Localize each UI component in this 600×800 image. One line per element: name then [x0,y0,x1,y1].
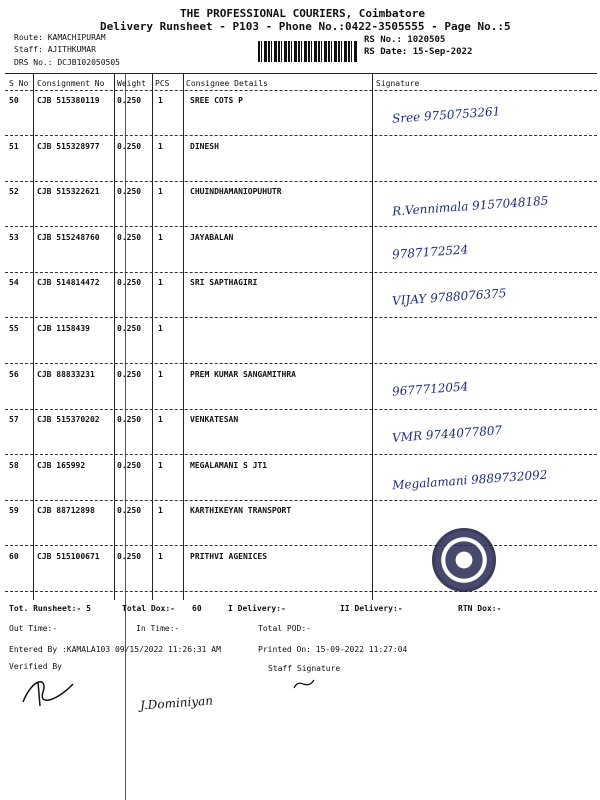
row-consignment-no: CJB 515248760 [37,233,100,242]
row-sno: 51 [9,142,19,151]
col-header-consignment: Consignment No [37,79,105,88]
company-name: THE PROFESSIONAL COURIERS, Coimbatore [180,7,426,20]
row-consignment-no: CJB 515100671 [37,552,100,561]
row-pcs: 1 [158,96,163,105]
rs-date: RS Date: 15-Sep-2022 [364,47,473,57]
row-sno: 59 [9,506,19,515]
staff-signature-icon [290,674,320,694]
total-dox-value: 60 [192,604,202,613]
col-header-sno: S No [9,79,29,88]
row-weight: 0.250 [117,506,142,515]
row-sno: 57 [9,415,19,424]
row-divider [5,454,597,455]
in-time: In Time:- [136,624,180,633]
row-sno: 60 [9,552,19,561]
row-pcs: 1 [158,461,163,470]
row-weight: 0.250 [117,96,142,105]
header-divider [5,90,597,91]
row-sno: 56 [9,370,19,379]
row-weight: 0.250 [117,142,142,151]
row-divider [5,363,597,364]
row-weight: 0.250 [117,187,142,196]
bottom-signature: J.Dominiyan [139,693,214,713]
row-divider [5,226,597,227]
barcode-image [258,41,358,62]
row-consignee: PREM KUMAR SANGAMITHRA [190,370,296,379]
row-consignee: PRITHVI AGENICES [190,552,268,561]
row-consignee: SRI SAPTHAGIRI [190,278,258,287]
staff-signature-label: Staff Signature [268,664,341,673]
ii-delivery: II Delivery:- [340,604,403,613]
row-pcs: 1 [158,278,163,287]
row-signature: R.Vennimala 9157048185 [391,193,549,219]
row-consignment-no: CJB 515322621 [37,187,100,196]
row-weight: 0.250 [117,461,142,470]
row-divider [5,500,597,501]
drs-label: DRS No.: DCJB102050505 [14,58,120,67]
row-divider [5,272,597,273]
row-consignee: CHUINDHAMANIOPUHUTR [190,187,282,196]
row-pcs: 1 [158,233,163,242]
row-signature: VMR 9744077807 [391,423,503,445]
col-header-pcs: PCS [155,79,170,88]
row-signature: 9677712054 [391,379,469,399]
col-divider [152,73,153,600]
row-consignee: DINESH [190,142,219,151]
total-runsheet: Tot. Runsheet:- 5 [9,604,91,613]
row-sno: 54 [9,278,19,287]
row-sno: 50 [9,96,19,105]
row-consignment-no: CJB 515380119 [37,96,100,105]
row-weight: 0.250 [117,233,142,242]
row-consignment-no: CJB 88712898 [37,506,95,515]
row-signature: Sree 9750753261 [391,104,501,126]
row-divider [5,545,597,546]
i-delivery: I Delivery:- [228,604,286,613]
row-weight: 0.250 [117,324,142,333]
col-divider [114,73,115,600]
row-weight: 0.250 [117,370,142,379]
col-header-signature: Signature [376,79,420,88]
row-consignment-no: CJB 514814472 [37,278,100,287]
row-sno: 53 [9,233,19,242]
staff-label: Staff: AJITHKUMAR [14,45,96,54]
row-divider [5,591,597,592]
row-signature: Megalamani 9889732092 [391,467,548,493]
row-consignment-no: CJB 1158439 [37,324,90,333]
rs-number: RS No.: 1020505 [364,35,446,45]
row-pcs: 1 [158,552,163,561]
row-pcs: 1 [158,370,163,379]
row-weight: 0.250 [117,415,142,424]
row-signature: 9787172524 [391,242,469,262]
entered-by: Entered By :KAMALA103 09/15/2022 11:26:31 AM [9,645,221,654]
row-consignment-no: CJB 515328977 [37,142,100,151]
row-consignment-no: CJB 165992 [37,461,86,470]
col-header-consignee: Consignee Details [186,79,268,88]
col-divider [372,73,373,600]
out-time: Out Time:- [9,624,58,633]
row-divider [5,317,597,318]
row-pcs: 1 [158,324,163,333]
row-consignee: KARTHIKEYAN TRANSPORT [190,506,292,515]
total-pod: Total POD:- [258,624,311,633]
row-sno: 52 [9,187,19,196]
row-consignee: JAYABALAN [190,233,234,242]
row-divider [5,409,597,410]
verified-by: Verified By [9,662,62,671]
rtn-dox: RTN Dox:- [458,604,502,613]
row-pcs: 1 [158,415,163,424]
printed-on: Printed On: 15-09-2022 11:27:04 [258,645,408,654]
row-consignment-no: CJB 515370202 [37,415,100,424]
row-pcs: 1 [158,187,163,196]
row-consignee: MEGALAMANI S JT1 [190,461,268,470]
row-pcs: 1 [158,142,163,151]
row-signature: VIJAY 9788076375 [391,286,507,308]
fold-line [125,73,126,800]
row-weight: 0.250 [117,552,142,561]
courier-stamp [432,528,496,592]
row-weight: 0.250 [117,278,142,287]
row-consignee: SREE COTS P [190,96,243,105]
runsheet-title: Delivery Runsheet - P103 - Phone No.:0422-3505555 - Page No.:5 [100,20,511,33]
col-divider [33,73,34,600]
row-consignee: VENKATESAN [190,415,239,424]
row-pcs: 1 [158,506,163,515]
total-dox-label: Total Dox:- [122,604,175,613]
row-sno: 58 [9,461,19,470]
row-divider [5,135,597,136]
col-divider [183,73,184,600]
route-label: Route: KAMACHIPURAM [14,33,106,42]
row-consignment-no: CJB 88833231 [37,370,95,379]
row-divider [5,181,597,182]
verified-signature-icon [18,672,78,708]
row-sno: 55 [9,324,19,333]
col-header-weight: Weight [117,79,146,88]
table-top-border [5,73,597,74]
